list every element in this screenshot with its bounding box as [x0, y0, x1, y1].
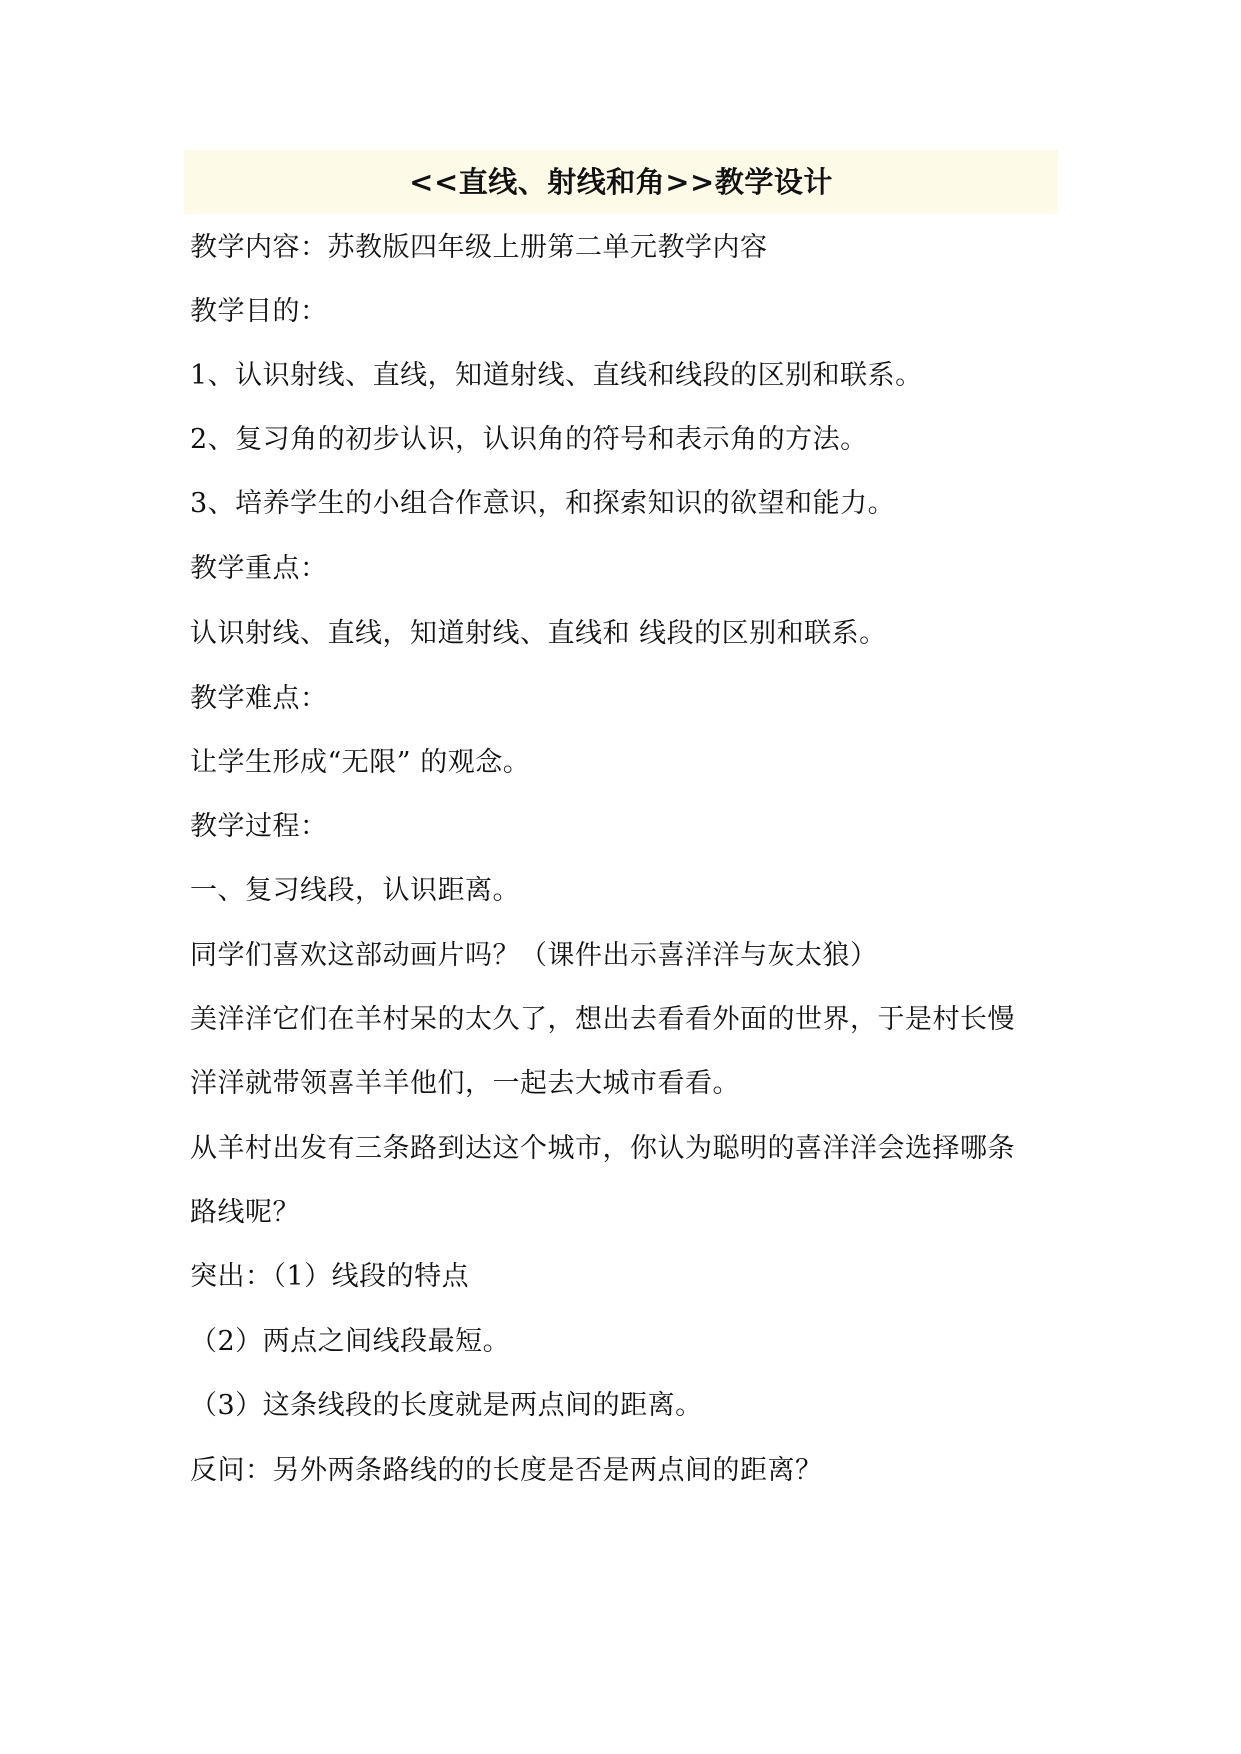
- document-title: <<直线、射线和角>>教学设计: [409, 165, 833, 199]
- text-line-paragraph: 同学们喜欢这部动画片吗？（课件出示喜洋洋与灰太狼）: [190, 940, 878, 971]
- text-line-content: 教学内容：苏教版四年级上册第二单元教学内容: [190, 232, 768, 263]
- text-line-objective-3: 3、培养学生的小组合作意识，和探索知识的欲望和能力。: [190, 488, 896, 519]
- text-line-process-heading: 教学过程：: [190, 811, 328, 842]
- text-line-objectives-heading: 教学目的：: [190, 296, 328, 327]
- text-line-emphasis-3: （3）这条线段的长度就是两点间的距离。: [190, 1390, 703, 1421]
- text-line-objective-2: 2、复习角的初步认识，认识角的符号和表示角的方法。: [190, 424, 868, 455]
- text-line-key-points-heading: 教学重点：: [190, 553, 328, 584]
- text-line-question: 反问：另外两条路线的的长度是否是两点间的距离？: [190, 1455, 823, 1486]
- text-line-emphasis-1: 突出：（1）线段的特点: [190, 1261, 470, 1292]
- text-line-paragraph: 路线呢？: [190, 1197, 300, 1228]
- text-line-paragraph: 洋洋就带领喜羊羊他们，一起去大城市看看。: [190, 1068, 740, 1099]
- text-line-key-points: 认识射线、直线，知道射线、直线和 线段的区别和联系。: [190, 618, 887, 649]
- text-line-emphasis-2: （2）两点之间线段最短。: [190, 1326, 511, 1357]
- text-line-objective-1: 1、认识射线、直线，知道射线、直线和线段的区别和联系。: [190, 360, 923, 391]
- text-line-paragraph: 美洋洋它们在羊村呆的太久了，想出去看看外面的世界，于是村长慢: [190, 1004, 1015, 1035]
- text-line-difficulty-heading: 教学难点：: [190, 683, 328, 714]
- text-line-paragraph: 从羊村出发有三条路到达这个城市，你认为聪明的喜洋洋会选择哪条: [190, 1133, 1015, 1164]
- text-line-section-1: 一、复习线段，认识距离。: [190, 875, 520, 906]
- text-line-difficulty: 让学生形成“无限” 的观念。: [190, 747, 531, 778]
